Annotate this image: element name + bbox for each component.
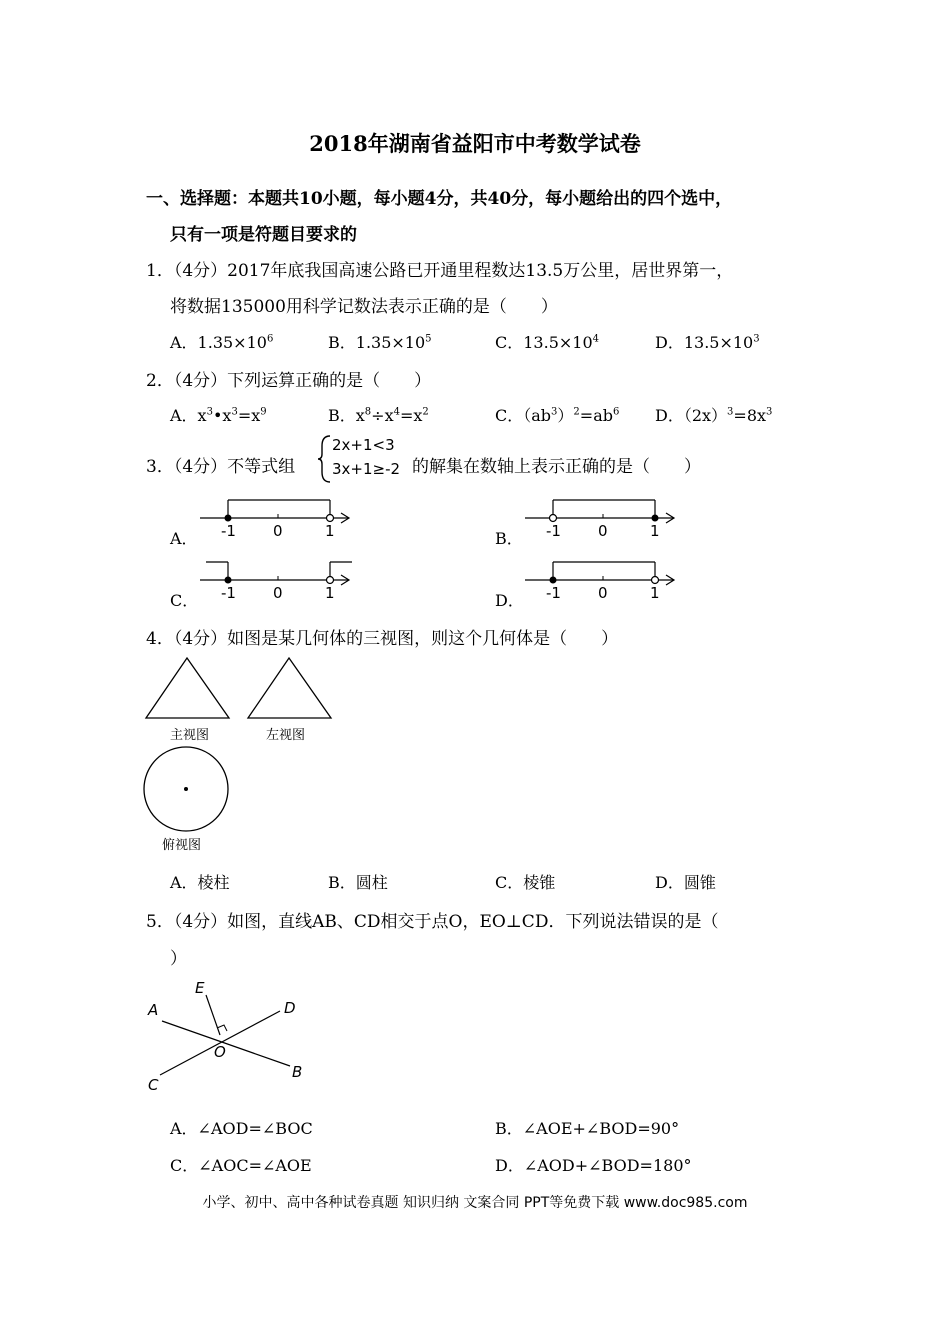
q1-option-c: C．$13.5\times 10^4$ [495,333,600,352]
tick-label: 0 [273,584,283,602]
q4-stem: 4．（4分）如图是某几何体的三视图，则这个几何体是（ ） [146,629,619,649]
point-label-b: B [292,1063,303,1081]
q3-inequality-2: 3x+1≥-2 [332,460,401,478]
point-label-c: C [148,1076,159,1094]
point-label-a: A [148,1001,159,1019]
q4-option-c: C．棱锥 [495,873,556,892]
top-view-label: 俯视图 [162,838,202,853]
q5-option-a: A．∠AOD=∠BOC [170,1119,313,1138]
point-label-d: D [284,999,296,1017]
q5-option-b: B．∠AOE+∠BOD=90° [495,1119,680,1138]
footer-banner: 小学、初中、高中各种试卷真题 知识归纳 文案合同 PPT等免费下载 www.doc985.com [202,1195,748,1211]
tick-label: 0 [273,522,283,540]
q5-option-d: D．∠AOD+∠BOD=180° [495,1156,692,1175]
front-view-triangle [144,656,234,722]
q3-stem-post: 的解集在数轴上表示正确的是（ ） [412,457,701,477]
tick-label: 0 [598,584,608,602]
q4-option-d: D．圆锥 [655,873,716,892]
q1-option-a: A．$1.35\times 10^6$ [170,333,274,352]
number-line-d [525,556,680,602]
q3-stem-pre: 3．（4分）不等式组 [146,457,296,477]
q3-brace [318,434,332,484]
q5-stem: 5．（4分）如图，直线AB、CD相交于点O，EO⊥CD．下列说法错误的是（ [146,912,719,932]
q1-option-b: B．$1.35\times 10^5$ [328,333,432,352]
q2-option-d: D．$(2x)^3=8x^3$ [655,406,773,425]
q3-inequality-1: 2x+1<3 [332,436,395,454]
page-title: 2018年湖南省益阳市中考数学试卷 [309,131,641,156]
section-heading: 一、选择题：本题共10小题，每小题4分，共40分，每小题给出的四个选中， [146,189,733,209]
q2-option-a: A．$x^3•x^3=x^9$ [170,406,267,425]
point-label-e: E [195,979,205,997]
q3-option-a: A． [170,529,198,548]
q5-intersecting-lines-figure [140,975,320,1095]
tick-label: -1 [546,584,561,602]
number-line-b [525,494,680,540]
left-view-triangle [246,656,336,722]
tick-label: 1 [325,584,335,602]
q3-option-b: B． [495,529,523,548]
q4-option-b: B．圆柱 [328,873,388,892]
q5-option-c: C．∠AOC=∠AOE [170,1156,312,1175]
tick-label: 1 [650,522,660,540]
section-heading-cont: 只有一项是符题目要求的 [170,225,357,245]
tick-label: -1 [221,522,236,540]
left-view-label: 左视图 [266,728,306,743]
q1-stem: 1．（4分）2017年底我国高速公路已开通里程数达13.5万公里，居世界第一， [146,261,734,281]
tick-label: 0 [598,522,608,540]
q2-stem: 2．（4分）下列运算正确的是（ ） [146,371,432,391]
q4-option-a: A．棱柱 [170,873,230,892]
q1-option-d: D．$13.5\times 10^3$ [655,333,760,352]
q3-option-d: D． [495,591,524,610]
q2-option-b: B．$x^8\div x^4=x^2$ [328,406,429,425]
point-label-o: O [214,1043,226,1061]
tick-label: -1 [546,522,561,540]
number-line-a [200,494,355,540]
front-view-label: 主视图 [170,728,210,743]
q2-option-c: C．$(ab^3)^2=ab^6$ [495,406,620,425]
q3-option-c: C． [170,591,199,610]
number-line-c [200,556,355,602]
q1-stem-cont: 将数据135000用科学记数法表示正确的是（ ） [170,297,558,317]
tick-label: -1 [221,584,236,602]
top-view-circle [142,745,232,835]
q5-stem-cont: ） [170,949,187,969]
tick-label: 1 [325,522,335,540]
tick-label: 1 [650,584,660,602]
